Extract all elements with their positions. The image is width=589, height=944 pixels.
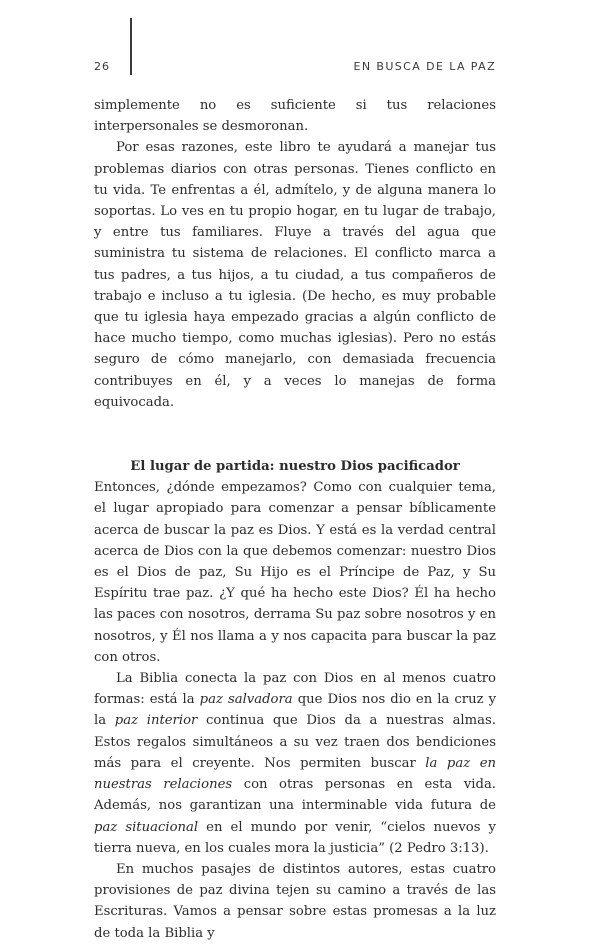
body-text (94, 95, 496, 944)
emphasis-relational-peace: la paz en nuestras relaciones (94, 755, 496, 793)
page-number: 26 (94, 60, 110, 73)
emphasis-inner-peace: paz interior (114, 713, 198, 729)
paragraph-many-passages: En muchos pasajes de distintos autores, estas cuatro provisiones de paz divina tejen su camino a través de las Escrituras. Vamos a pensar sobre estas promesas a la luz de toda la Biblia y (94, 861, 496, 941)
text-run: La Biblia conecta la paz con Dios en al menos cuatro formas: está la (94, 671, 496, 708)
section-heading: El lugar de partida: nuestro Dios pacificador (130, 459, 460, 475)
paragraph-starting-point: Entonces, ¿dónde empezamos? Como con cualquier tema, el lugar apropiado para comenzar a pensar bíblicamente acerca de buscar la paz es Dios. Y está es la verdad central acerca de Dios con la que debemos comenzar: nuestro Dios es el Dios de paz, Su Hijo es el Príncipe de Paz, y Su Espíritu trae paz. ¿Y qué ha hecho este Dios? Él ha hecho las paces con nosotros, derrama Su paz sobre nosotros y en nosotros, y Él nos llama a y nos capacita para buscar la paz con otros. (94, 480, 496, 665)
text-run: que Dios nos dio en la cruz y la (94, 692, 497, 729)
text-run: en el mundo por venir, “cielos nuevos y tierra nueva, en los cuales mora la justicia” (2 Pedro 3:13). (94, 819, 496, 856)
paragraph-continuation: simplemente no es suficiente si tus relaciones interpersonales se desmoronan. (94, 98, 496, 135)
emphasis-situational-peace: paz situacional (94, 819, 199, 835)
book-title: EN BUSCA DE LA PAZ (353, 60, 496, 73)
text-run: continua que Dios da a nuestras almas. Estos regalos simultáneos a su vez traen dos bendiciones más para el creyente. Nos permiten buscar (94, 713, 496, 771)
section-gap (94, 413, 496, 456)
text-run: con otras personas en esta vida. Además, nos garantizan una interminable vida futura de (94, 777, 497, 814)
emphasis-saving-peace: paz salvadora (199, 692, 293, 708)
paragraph-four-forms (94, 668, 496, 859)
running-head (94, 60, 496, 78)
paragraph-reasons: Por esas razones, este libro te ayudará a manejar tus problemas diarios con otras personas. Tienes conflicto en tu vida. Te enfrentas a él, admítelo, y de alguna manera lo soportas. Lo ves en tu propio hogar, en tu lugar de trabajo, y entre tus familiares. Fluye a través del agua que suministra tu sistema de relaciones. El conflicto marca a tus padres, a tus hijos, a tu ciudad, a tus compañeros de trabajo e incluso a tu iglesia. (De hecho, es muy probable que tu iglesia haya empezado gracias a algún conflicto de hace mucho tiempo, como muchas iglesias). Pero no estás seguro de cómo manejarlo, con demasiada frecuencia contribuyes en él, y a veces lo manejas de forma equivocada. (94, 140, 496, 410)
